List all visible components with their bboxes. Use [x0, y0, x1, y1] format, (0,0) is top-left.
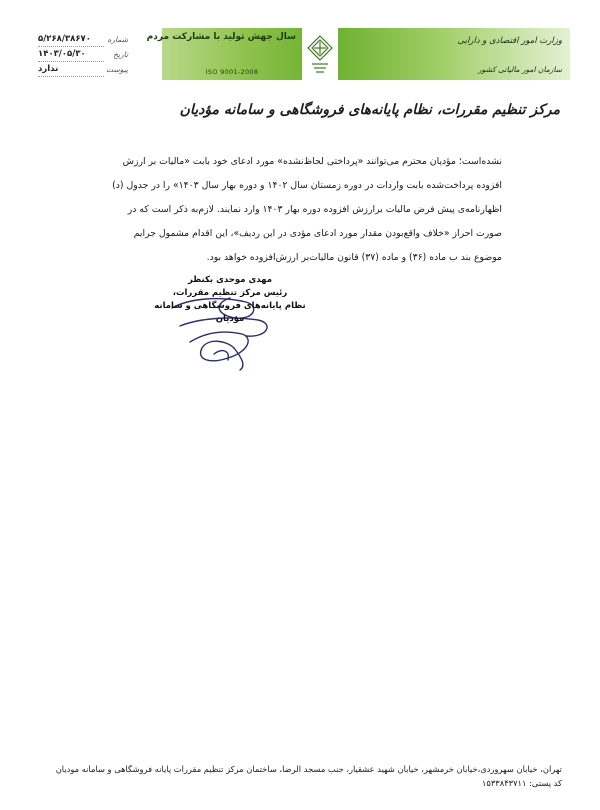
number-label: شماره [107, 35, 128, 44]
ministry-panel [338, 28, 570, 80]
number-dotted-line [38, 46, 104, 47]
body-line: افزوده پرداخت‌شده بابت واردات در دوره زمستان سال ۱۴۰۲ و دوره بهار سال ۱۴۰۳» را در جدول (د) [112, 180, 502, 191]
letter-date: ۱۴۰۳/۰۵/۳۰ [38, 49, 86, 59]
letter-number: ۵/۲۶۸/۳۸۶۷۰ [38, 34, 91, 44]
body-line: صورت احراز «خلاف واقع‌بودن مقدار مورد ادعای مؤدی در این ردیف»، این اقدام مشمول جرایم [133, 228, 502, 239]
footer-address: تهران، خیابان سهروردی،خیابان خرمشهر، خیابان شهید عشقیار، جنب مسجد الرضا، ساختمان مرکز تنظیم مقررات پایانه فروشگاهی و سامانه مودیان [55, 764, 562, 774]
signatory [150, 274, 310, 326]
slogan-panel [146, 28, 302, 80]
date-label: تاریخ [113, 50, 128, 59]
signatory-title-line-2: نظام پایانه‌های فروشگاهی و سامانه مؤدیان [154, 301, 306, 324]
attachment-row [38, 64, 128, 78]
iso-certificate: ISO 9001-2008 [205, 68, 259, 76]
signatory-name: مهدی موحدی بکنظر [187, 275, 273, 285]
date-dotted-line [38, 61, 104, 62]
signatory-title: رئیس مرکز تنظیم مقررات، [172, 288, 288, 298]
attachment-value: ندارد [38, 64, 59, 74]
date-row [38, 49, 128, 63]
letter-meta [38, 34, 128, 79]
organization-name: سازمان امور مالیاتی کشور [478, 65, 562, 74]
letter-footer [40, 762, 562, 790]
number-row [38, 34, 128, 48]
ministry-name: وزارت امور اقتصادی و دارایی [457, 36, 562, 46]
center-title: مرکز تنظیم مقررات، نظام پایانه‌های فروشگاهی و سامانه مؤدیان [179, 102, 560, 118]
body-line: نشده‌است؛ مؤدیان محترم می‌توانند «پرداختی لحاظ‌نشده» مورد ادعای خود بابت «مالیات بر ارزش [122, 156, 502, 167]
signature-block [150, 268, 310, 373]
emblem-logo-icon [302, 28, 338, 80]
attachment-dotted-line [38, 76, 104, 77]
letter-body [100, 150, 502, 270]
body-line: اظهارنامه‌ی پیش فرض مالیات برارزش افزوده دوره بهار ۱۴۰۳ وارد نمایند. لازم‌به ذکر است که در [127, 204, 502, 215]
attachment-label: پیوست [106, 65, 128, 74]
body-line: موضوع بند ب ماده (۳۶) و ماده (۳۷) قانون مالیات‌بر ارزش‌افزوده خواهد بود. [206, 252, 502, 263]
year-slogan: سال جهش تولید با مشارکت مردم [146, 32, 296, 42]
postal-code: کد پستی: ۱۵۳۳۸۴۳۷۱۱ [481, 778, 562, 788]
